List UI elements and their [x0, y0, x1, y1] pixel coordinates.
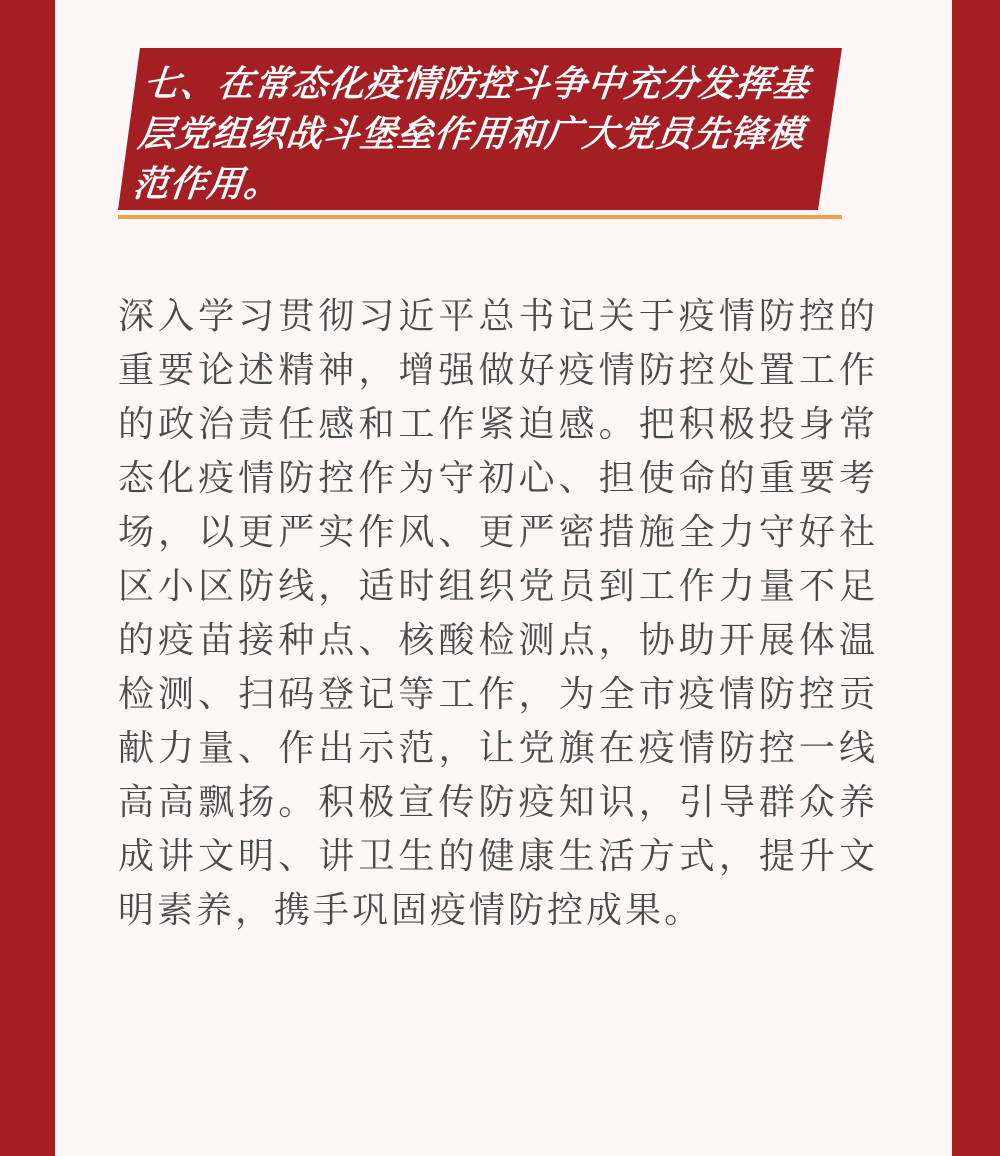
left-red-border	[0, 0, 55, 1156]
section-heading: 七、在常态化疫情防控斗争中充分发挥基层党组织战斗堡垒作用和广大党员先锋模范作用。	[130, 64, 812, 205]
section-body-paragraph: 深入学习贯彻习近平总书记关于疫情防控的重要论述精神，增强做好疫情防控处置工作的政治责任感和工作紧迫感。把积极投身常态化疫情防控作为守初心、担使命的重要考场，以更严实作风、更严密措施全力守好社区小区防线，适时组织党员到工作力量不足的疫苗接种点、核酸检测点，协助开展体温检测、扫码登记等工作，为全市疫情防控贡献力量、作出示范，让党旗在疫情防控一线高高飘扬。积极宣传防疫知识，引导群众养成讲文明、讲卫生的健康生活方式，提升文明素养，携手巩固疫情防控成果。	[118, 296, 878, 931]
section-heading-block	[118, 48, 842, 210]
heading-underline	[118, 215, 842, 219]
right-red-border	[952, 0, 1000, 1156]
